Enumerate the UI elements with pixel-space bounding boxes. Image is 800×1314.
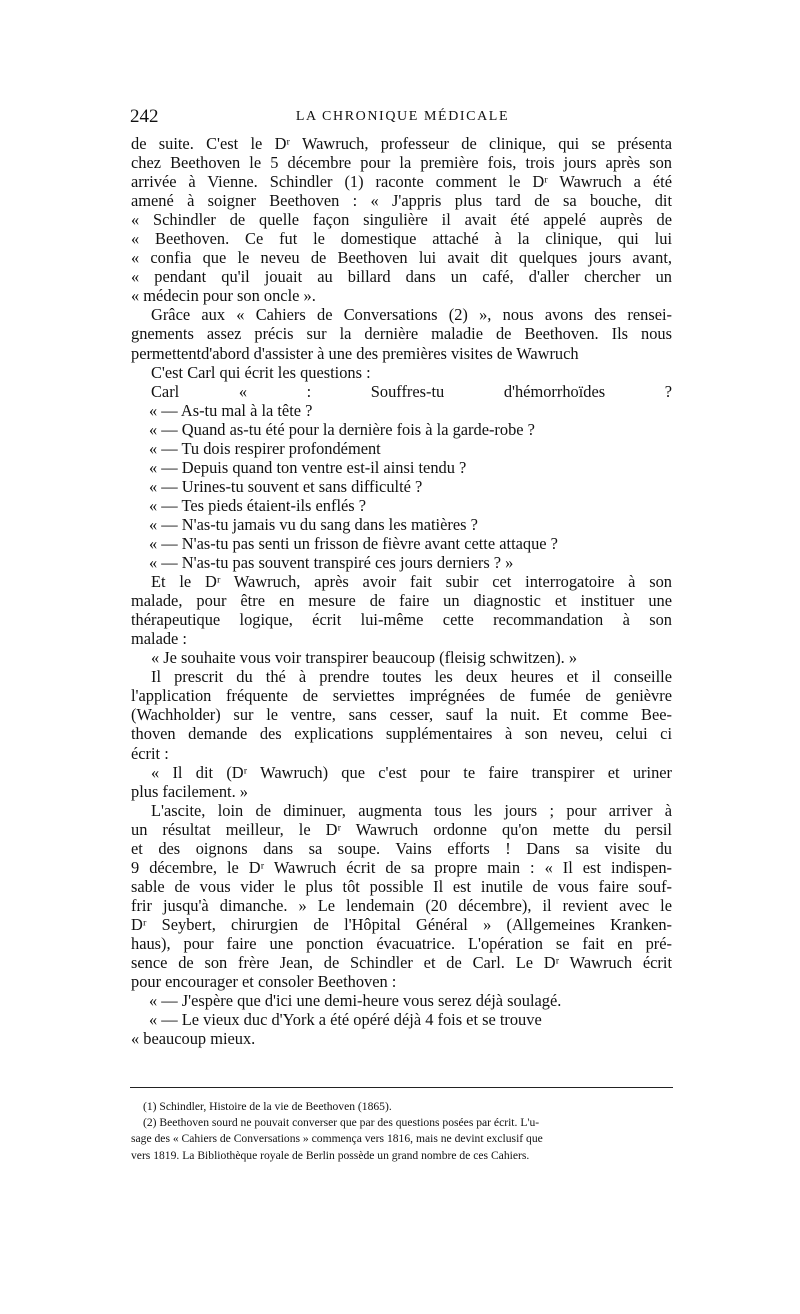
text-line: l'application fréquente de serviettes imprégnées de fumée de genièvre [131, 686, 672, 706]
footnote-rule [130, 1087, 673, 1088]
footnotes [131, 1099, 672, 1164]
text-line: « médecin pour son oncle ». [131, 286, 316, 306]
text-line: « — Tes pieds étaient-ils enflés ? [149, 495, 367, 515]
text-line: thoven demande des explications supplémentaires à son neveu, celui ci [131, 724, 672, 744]
text-line: Grâce aux « Cahiers de Conversations (2) », nous avons des rensei- [151, 305, 672, 325]
text-line: et des oignons dans sa soupe. Vains efforts ! Dans sa visite du [131, 838, 672, 858]
text-line: un résultat meilleur, le Dʳ Wawruch ordonne qu'on mette du persil [131, 819, 672, 839]
text-line: « — N'as-tu jamais vu du sang dans les matières ? [149, 514, 478, 534]
text-line: écrit : [131, 743, 169, 763]
text-line: « beaucoup mieux. [131, 1029, 256, 1049]
text-line: « — Depuis quand ton ventre est-il ainsi tendu ? [149, 457, 467, 477]
text-line: (Wachholder) sur le ventre, sans cesser, sauf la nuit. Et comme Bee- [131, 705, 672, 725]
text-line: gnements assez précis sur la dernière maladie de Beethoven. Ils nous [131, 324, 672, 344]
text-line: 9 décembre, le Dʳ Wawruch écrit de sa propre main : « Il est indispen- [131, 857, 672, 877]
text-line: Il prescrit du thé à prendre toutes les deux heures et il conseille [151, 667, 672, 687]
text-line: « — J'espère que d'ici une demi-heure vous serez déjà soulagé. [149, 991, 562, 1011]
text-line: Carl « : Souffres-tu d'hémorrhoïdes ? [151, 381, 672, 401]
text-line: « — Urines-tu souvent et sans difficulté ? [149, 476, 423, 496]
text-line: « Il dit (Dʳ Wawruch) que c'est pour te faire transpirer et uriner [151, 762, 672, 782]
text-line: « pendant qu'il jouait au billard dans un café, d'aller chercher un [131, 267, 672, 287]
body-text [131, 134, 672, 1048]
text-line: L'ascite, loin de diminuer, augmenta tous les jours ; pour arriver à [151, 800, 672, 820]
text-line: « Schindler de quelle façon singulière il avait été appelé auprès de [131, 210, 672, 230]
text-line: « Je souhaite vous voir transpirer beaucoup (fleisig schwitzen). » [151, 648, 578, 668]
text-line: « — Quand as-tu été pour la dernière fois à la garde-robe ? [149, 419, 535, 439]
text-line: sable de vous vider le plus tôt possible Il est inutile de vous faire souf- [131, 876, 672, 896]
footnote-line: vers 1819. La Bibliothèque royale de Berlin possède un grand nombre de ces Cahiers. [131, 1148, 530, 1162]
text-line: chez Beethoven le 5 décembre pour la première fois, trois jours après son [131, 153, 672, 173]
footnote-line: (1) Schindler, Histoire de la vie de Beethoven (1865). [143, 1100, 392, 1113]
footnote-line: sage des « Cahiers de Conversations » commença vers 1816, mais ne devint exclusif que [131, 1132, 543, 1146]
text-line: « — As-tu mal à la tête ? [149, 400, 313, 420]
text-line: plus facilement. » [131, 781, 248, 801]
text-line: « — Tu dois respirer profondément [149, 438, 381, 458]
text-line: « confia que le neveu de Beethoven lui avait dit quelques jours avant, [131, 248, 672, 268]
text-line: « — N'as-tu pas souvent transpiré ces jours derniers ? » [149, 553, 514, 573]
text-line: « — Le vieux duc d'York a été opéré déjà 4 fois et se trouve [149, 1010, 542, 1030]
text-line: frir jusqu'à dimanche. » Le lendemain (20 décembre), il revient avec le [131, 895, 672, 915]
page-header [130, 106, 675, 128]
text-line: malade : [131, 629, 187, 649]
text-line: sence de son frère Jean, de Schindler et de Carl. Le Dʳ Wawruch écrit [131, 953, 672, 973]
text-line: Dʳ Seybert, chirurgien de l'Hôpital Général » (Allgemeines Kranken- [131, 914, 672, 934]
text-line: permettentd'abord d'assister à une des premières visites de Wawruch [131, 343, 579, 363]
text-line: amené à soigner Beethoven : « J'appris plus tard de sa bouche, dit [131, 191, 672, 211]
text-line: « Beethoven. Ce fut le domestique attaché à la clinique, qui lui [131, 229, 672, 249]
text-line: C'est Carl qui écrit les questions : [151, 362, 371, 382]
text-line: thérapeutique logique, écrit lui-même cette recommandation à son [131, 610, 672, 630]
text-line: Et le Dʳ Wawruch, après avoir fait subir cet interrogatoire à son [151, 572, 672, 592]
text-line: malade, pour être en mesure de faire un diagnostic et instituer une [131, 591, 672, 611]
text-line: « — N'as-tu pas senti un frisson de fièvre avant cette attaque ? [149, 533, 558, 553]
text-line: haus), pour faire une ponction évacuatrice. L'opération se fait en pré- [131, 933, 672, 953]
running-title: LA CHRONIQUE MÉDICALE [295, 109, 510, 124]
text-line: pour encourager et consoler Beethoven : [131, 972, 397, 992]
text-line: de suite. C'est le Dʳ Wawruch, professeur de clinique, qui se présenta [131, 134, 672, 153]
text-line: arrivée à Vienne. Schindler (1) raconte comment le Dʳ Wawruch a été [131, 172, 672, 192]
page-number: 242 [130, 106, 159, 127]
footnote-line: (2) Beethoven sourd ne pouvait converser que par des questions posées par écrit. L'u- [143, 1116, 540, 1130]
